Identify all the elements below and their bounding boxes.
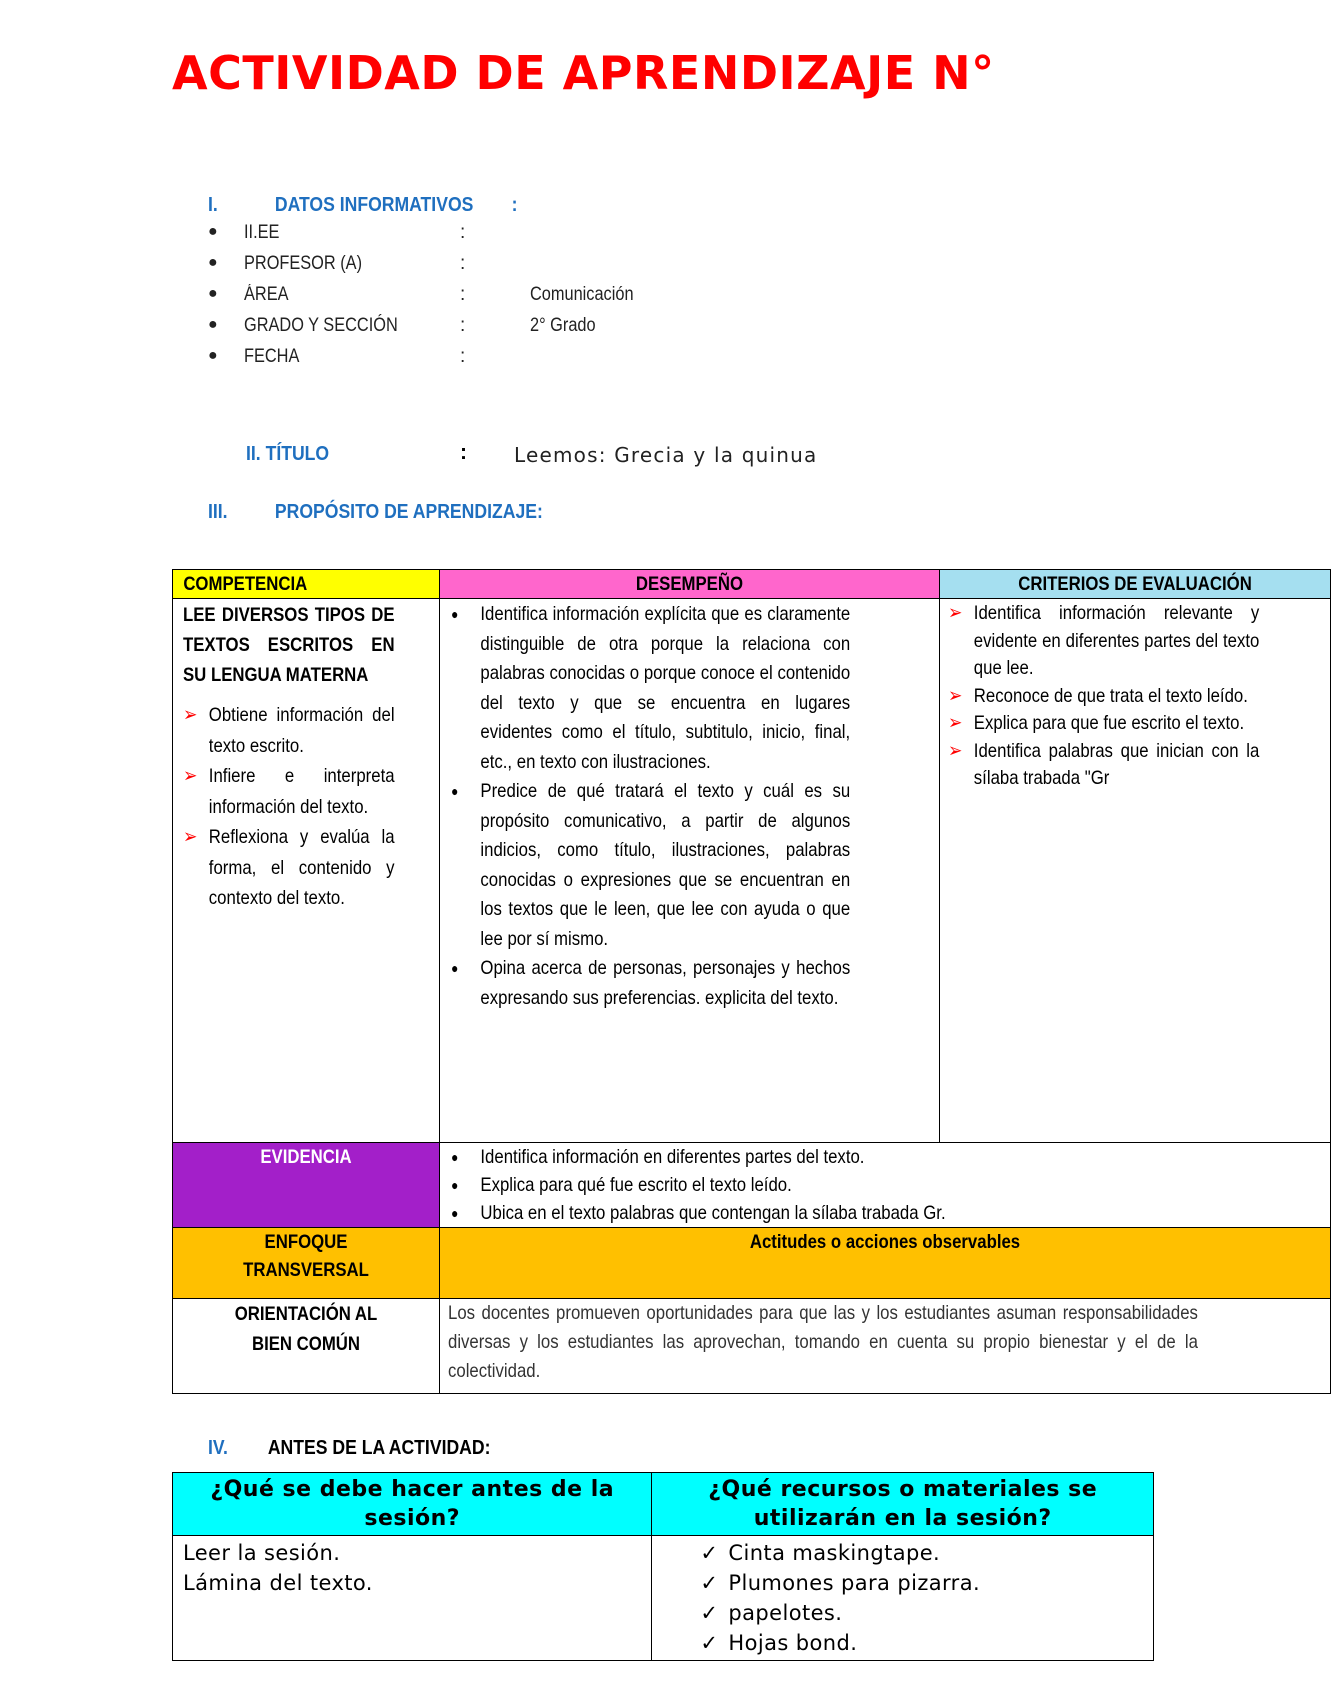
page-title: ACTIVIDAD DE APRENDIZAJE N° (172, 46, 995, 100)
bullet-icon: ● (208, 254, 218, 271)
info-label: FECHA (244, 346, 300, 367)
desempeno-header: DESEMPEÑO (440, 570, 940, 599)
before-col1-header: ¿Qué se debe hacer antes de la sesión? (173, 1473, 652, 1536)
before-col2-header: ¿Qué recursos o materiales se utilizarán en la sesión? (652, 1473, 1154, 1536)
info-colon: : (460, 222, 466, 243)
section-4-title: ANTES DE LA ACTIVIDAD: (267, 1437, 491, 1459)
criterio-item: ➢ Explica para que fue escrito el texto. (948, 710, 1259, 738)
info-label: II.EE (244, 222, 280, 243)
criterios-cell (939, 599, 1330, 1143)
section-2-colon: : (460, 441, 467, 464)
before-col1-cell (173, 1536, 652, 1661)
evidencia-item: ● Explica para qué fue escrito el texto leído. (446, 1171, 1186, 1199)
criterio-item: ➢ Identifica palabras que inician con la sílaba trabada "Gr (948, 738, 1259, 793)
info-colon: : (460, 253, 466, 274)
section-1-title: DATOS INFORMATIVOS (274, 194, 474, 216)
desempenos-list (446, 600, 850, 1013)
competencia-cell (173, 599, 440, 1143)
section-3-title: PROPÓSITO DE APRENDIZAJE: (274, 501, 543, 523)
capacidad-item: ➢ Obtiene información del texto escrito. (183, 700, 395, 761)
section-1-number: I. (208, 194, 218, 216)
purpose-table (172, 569, 1331, 1394)
info-label: PROFESOR (A) (244, 253, 363, 274)
materials-list (692, 1538, 1143, 1658)
material-item: ✓ Plumones para pizarra. (692, 1568, 1143, 1598)
section-1-colon: : (511, 194, 518, 216)
evidencia-item: ● Identifica información en diferentes partes del texto. (446, 1143, 1186, 1171)
section-1-heading (208, 194, 518, 217)
competencia-title: LEE DIVERSOS TIPOS DE TEXTOS ESCRITOS EN SU LENGUA MATERNA (183, 604, 395, 686)
capacidad-item: ➢ Infiere e interpreta información del texto. (183, 761, 395, 822)
bullet-icon: ● (208, 223, 218, 240)
section-3-number: III. (208, 501, 228, 523)
material-item: ✓ Cinta maskingtape. (692, 1538, 1143, 1568)
section-2-heading (246, 443, 329, 466)
competencia-header: COMPETENCIA (173, 570, 440, 599)
capacidades-list (183, 700, 395, 914)
criterios-header: CRITERIOS DE EVALUACIÓN (939, 570, 1330, 599)
desempeno-item: ● Opina acerca de personas, personajes y hechos expresando sus preferencias. explicita del texto. (446, 954, 850, 1013)
material-item: ✓ Hojas bond. (692, 1628, 1143, 1658)
info-value: Comunicación (530, 284, 634, 305)
bullet-icon: ● (208, 347, 218, 364)
bullet-icon: ● (208, 316, 218, 333)
desempeno-item: ● Identifica información explícita que es claramente distinguible de otra porque la relaciona con palabras conocidas o porque conoce el contenido del texto y que se encuentra en lugares evidentes como el título, subtitulo, inicio, final, etc., en texto con ilustraciones. (446, 600, 850, 777)
capacidad-item: ➢ Reflexiona y evalúa la forma, el contenido y contexto del texto. (183, 822, 395, 914)
info-colon: : (460, 315, 466, 336)
info-label: GRADO Y SECCIÓN (244, 315, 398, 336)
desempeno-cell (440, 599, 940, 1143)
section-2-title: TÍTULO (265, 443, 330, 465)
info-label: ÁREA (244, 284, 289, 305)
before-item: Lámina del texto. (183, 1571, 373, 1595)
criterios-list (948, 600, 1259, 793)
evidencias-list (446, 1143, 1186, 1227)
orientacion-label-cell (173, 1299, 440, 1394)
section-4-heading (208, 1437, 491, 1460)
evidencia-item: ● Ubica en el texto palabras que contengan la sílaba trabada Gr. (446, 1199, 1186, 1227)
orientacion-cell (440, 1299, 1331, 1394)
actitudes-label: Actitudes o acciones observables (749, 1231, 1021, 1253)
material-item: ✓ papelotes. (692, 1598, 1143, 1628)
before-item: Leer la sesión. (183, 1541, 341, 1565)
evidencia-label-cell (173, 1143, 440, 1228)
before-table (172, 1472, 1154, 1661)
criterio-item: ➢ Reconoce de que trata el texto leído. (948, 683, 1259, 711)
info-colon: : (460, 284, 466, 305)
activity-title: Leemos: Grecia y la quinua (514, 443, 818, 467)
desempeno-item: ● Predice de qué tratará el texto y cuál es su propósito comunicativo, a partir de algunos indicios, como título, ilustraciones, palabras conocidas o expresiones que se encuentran en los textos que le leen, que lee con ayuda o que lee por sí mismo. (446, 777, 850, 954)
enfoque-label-cell (173, 1228, 440, 1299)
section-3-heading (208, 501, 543, 524)
evidencia-cell (440, 1143, 1331, 1228)
actitudes-header-cell (440, 1228, 1331, 1299)
evidencia-label: EVIDENCIA (260, 1146, 352, 1168)
info-value: 2° Grado (530, 315, 596, 336)
section-2-number: II. (246, 443, 261, 465)
info-colon: : (460, 346, 466, 367)
bullet-icon: ● (208, 285, 218, 302)
criterio-item: ➢ Identifica información relevante y evidente en diferentes partes del texto que lee. (948, 600, 1259, 683)
before-col2-cell (652, 1536, 1154, 1661)
orientacion-label: ORIENTACIÓN AL BIEN COMÚN (234, 1303, 378, 1355)
enfoque-label: ENFOQUE TRANSVERSAL (243, 1231, 369, 1281)
section-4-number: IV. (208, 1437, 228, 1459)
orientacion-text: Los docentes promueven oportunidades para que las y los estudiantes asuman responsabilidades diversas y los estudiantes las aprovechan, tomando en cuenta su propio bienestar y el de la colectividad. (448, 1302, 1198, 1382)
